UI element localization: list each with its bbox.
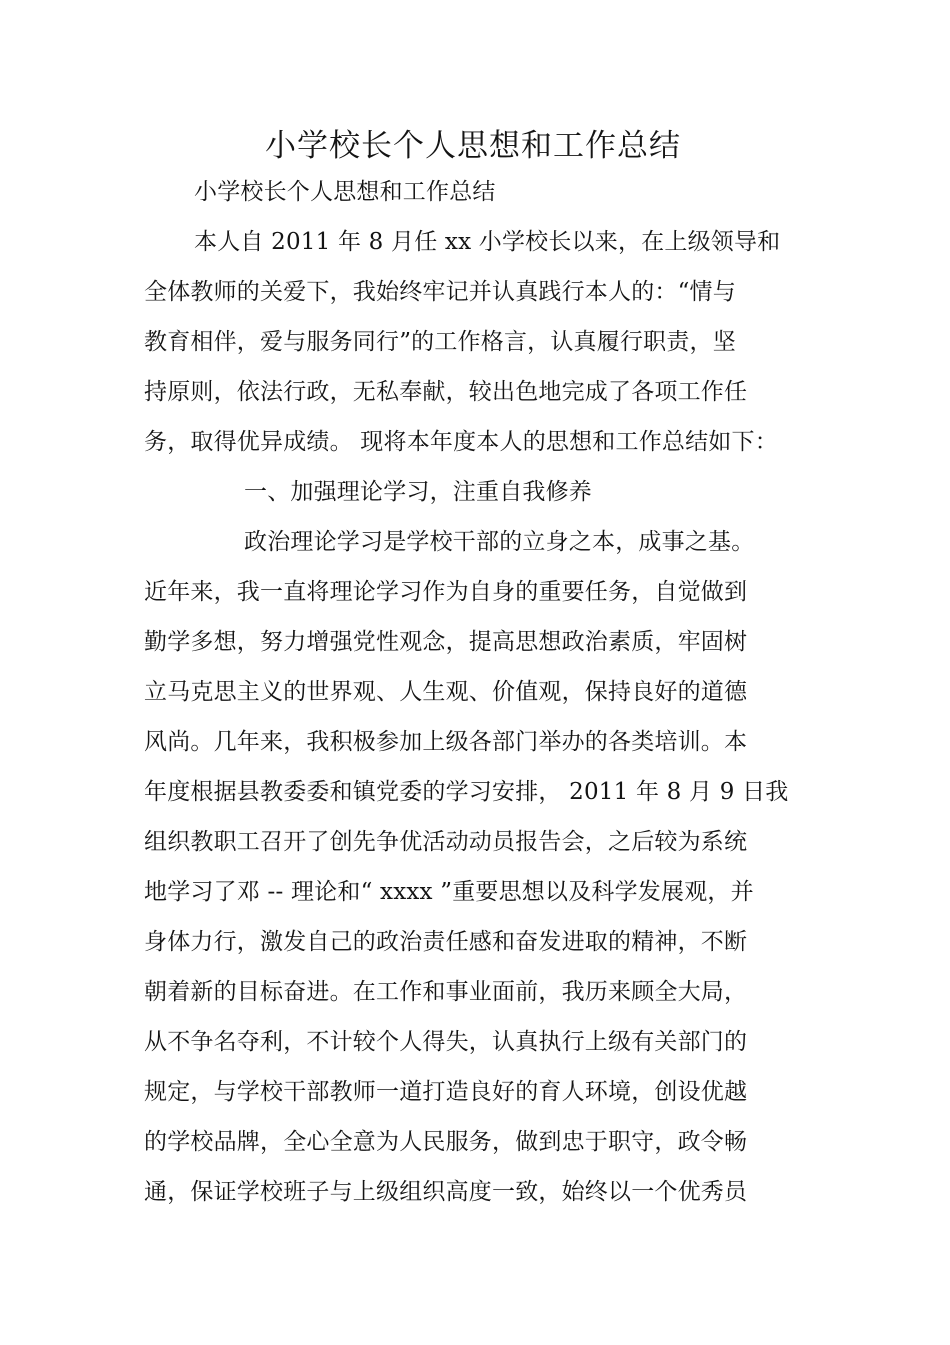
body-line: 身体力行，激发自己的政治责任感和奋发进取的精神，不断 xyxy=(144,929,748,955)
body-line: 年度根据县教委委和镇党委的学习安排， 2011 年 8 月 9 日我 xyxy=(144,779,789,805)
body-line: 的学校品牌，全心全意为人民服务，做到忠于职守，政令畅 xyxy=(144,1129,748,1155)
body-line: 全体教师的关爱下，我始终牢记并认真践行本人的：“情与 xyxy=(144,279,736,305)
section-heading: 一、加强理论学习，注重自我修养 xyxy=(244,479,592,505)
body-line: 从不争名夺利，不计较个人得失，认真执行上级有关部门的 xyxy=(144,1029,748,1055)
body-line: 地学习了邓 -- 理论和“ xxxx ”重要思想以及科学发展观，并 xyxy=(144,879,754,905)
body-line: 朝着新的目标奋进。在工作和事业面前，我历来顾全大局， xyxy=(144,979,748,1005)
body-line: 本人自 2011 年 8 月任 xx 小学校长以来，在上级领导和 xyxy=(194,229,781,255)
body-line: 立马克思主义的世界观、人生观、价值观，保持良好的道德 xyxy=(144,679,748,705)
document-title: 小学校长个人思想和工作总结 xyxy=(265,128,681,164)
body-line: 政治理论学习是学校干部的立身之本，成事之基。 xyxy=(244,529,755,555)
subtitle-line: 小学校长个人思想和工作总结 xyxy=(194,179,496,205)
body-line: 近年来，我一直将理论学习作为自身的重要任务，自觉做到 xyxy=(144,579,748,605)
body-line: 持原则，依法行政，无私奉献，较出色地完成了各项工作任 xyxy=(144,379,748,405)
body-line: 规定，与学校干部教师一道打造良好的育人环境，创设优越 xyxy=(144,1079,748,1105)
body-line: 勤学多想，努力增强党性观念，提高思想政治素质，牢固树 xyxy=(144,629,748,655)
body-line: 务，取得优异成绩。 现将本年度本人的思想和工作总结如下： xyxy=(144,429,778,455)
body-line: 组织教职工召开了创先争优活动动员报告会，之后较为系统 xyxy=(144,829,748,855)
body-line: 教育相伴，爱与服务同行”的工作格言，认真履行职责，坚 xyxy=(144,329,736,355)
body-line: 风尚。几年来，我积极参加上级各部门举办的各类培训。本 xyxy=(144,729,748,755)
body-line: 通，保证学校班子与上级组织高度一致，始终以一个优秀员 xyxy=(144,1179,748,1205)
